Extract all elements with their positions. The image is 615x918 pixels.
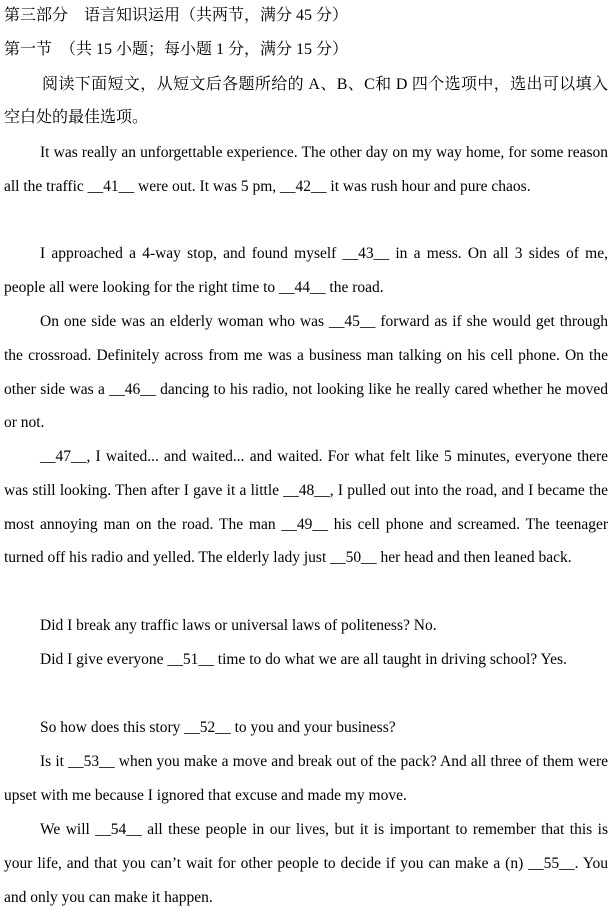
passage-paragraph: So how does this story __52__ to you and your business? <box>40 719 396 736</box>
subsection-heading: 第一节 （共 15 小题；每小题 1 分，满分 15 分） <box>4 41 349 58</box>
passage-paragraph: Did I break any traffic laws or universal laws of politeness? No. <box>40 617 437 634</box>
section-heading: 第三部分 语言知识运用（共两节，满分 45 分） <box>4 7 349 24</box>
passage-paragraph: Is it __53__ when you make a move and break out of the pack? And all three of them were upset with me because I ignored that excuse and made my move. <box>4 753 608 804</box>
passage-paragraph: I approached a 4-way stop, and found myself __43__ in a mess. On all 3 sides of me, people all were looking for the right time to __44__ the road. <box>4 245 608 296</box>
passage-paragraph: We will __54__ all these people in our lives, but it is important to remember that this is your life, and that you can’t wait for other people to decide if you can make a (n) __55__. You and only you can make it happen. <box>4 821 608 906</box>
passage-paragraph: Did I give everyone __51__ time to do what we are all taught in driving school? Yes. <box>40 651 567 668</box>
passage-paragraph: On one side was an elderly woman who was __45__ forward as if she would get through the crossroad. Definitely across from me was a business man talking on his cell phone. On the other side was a __46__ dancing to his radio, not looking like he really cared whether he moved or not. <box>4 313 608 432</box>
passage-paragraph: It was really an unforgettable experience. The other day on my way home, for some reason all the traffic __41__ were out. It was 5 pm, __42__ it was rush hour and pure chaos. <box>4 144 608 195</box>
instructions: 阅读下面短文，从短文后各题所给的 A、B、C和 D 四个选项中，选出可以填入空白处的最佳选项。 <box>4 76 608 126</box>
passage-paragraph: __47__, I waited... and waited... and waited. For what felt like 5 minutes, everyone there was still looking. Then after I gave it a little __48__, I pulled out into the road, and I became the most annoying man on the road. The man __49__ his cell phone and screamed. The teenager turned off his radio and yelled. The elderly lady just __50__ her head and then leaned back. <box>4 448 608 567</box>
